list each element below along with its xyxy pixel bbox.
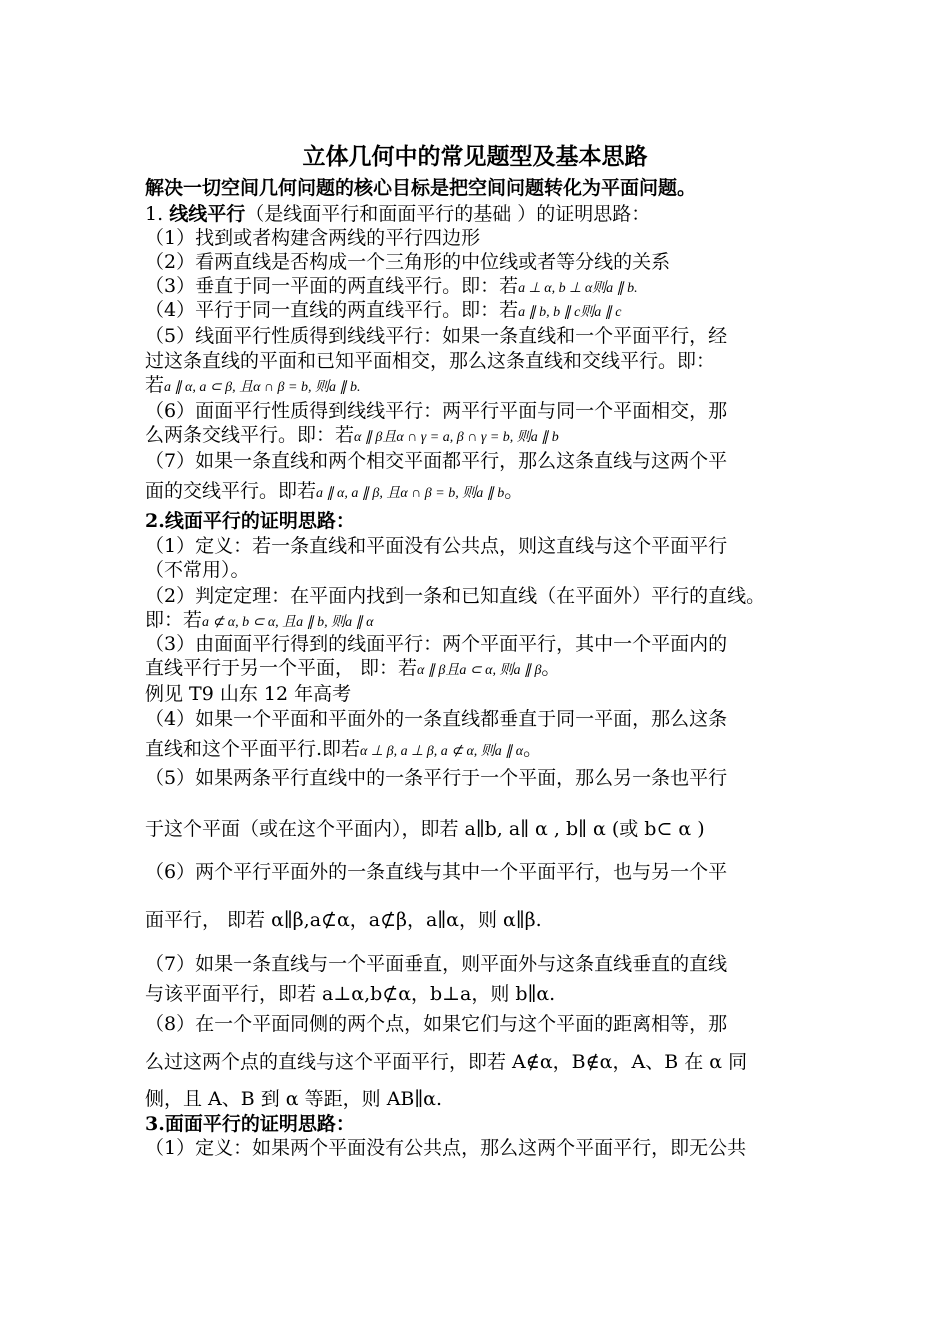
section1-note: （是线面平行和面面平行的基础 ）的证明思路： xyxy=(245,203,651,225)
s1-item1: （1）找到或者构建含两线的平行四边形 xyxy=(145,227,481,249)
page-title: 立体几何中的常见题型及基本思路 xyxy=(302,143,648,170)
s1-item7-formula: a ∥ α, a ∥ β, 且α ∩ β = b, 则a ∥ b xyxy=(316,486,505,501)
s2-item8-line2: 么过这两个点的直线与这个平面平行，即若 A∉α，B∉α，A、B 在 α 同 xyxy=(145,1051,748,1073)
s1-item7-end: 。 xyxy=(504,480,524,502)
s1-item5-line3 xyxy=(145,373,830,400)
s2-item2-line2 xyxy=(145,608,830,635)
s3-item1-line1: （1）定义：如果两个平面没有公共点，那么这两个平面平行，即无公共 xyxy=(145,1137,747,1159)
s2-item4-text: 直线和这个平面平行.即若 xyxy=(145,738,361,760)
s2-item3-end: 。 xyxy=(541,657,561,679)
s2-item4-formula: α ⊥ β, a ⊥ β, a ⊄ α, 则a ∥ α xyxy=(360,744,524,759)
s2-item1-line1: （1）定义：若一条直线和平面没有公共点，则这直线与这个平面平行 xyxy=(145,535,728,557)
s1-item6-text: 么两条交线平行。即：若 xyxy=(145,424,355,446)
s2-item8-line3: 侧，且 A、B 到 α 等距，则 AB∥α. xyxy=(145,1088,443,1110)
section2-heading: 2.线面平行的证明思路： xyxy=(145,510,355,532)
s1-item3 xyxy=(145,274,830,301)
s2-item4-line2 xyxy=(145,737,830,764)
s2-item2-formula: a ⊄ α, b ⊂ α, 且a ∥ b, 则a ∥ α xyxy=(202,615,374,630)
s2-item5-line2: 于这个平面（或在这个平面内），即若 a∥b, a∥ α , b∥ α (或 b⊂ α ) xyxy=(145,818,705,840)
s1-item5-text: 若 xyxy=(145,374,165,396)
s2-item2-text: 即：若 xyxy=(145,609,203,631)
section3-heading: 3.面面平行的证明思路： xyxy=(145,1113,355,1135)
s2-item3-text: 直线平行于另一个平面， 即：若 xyxy=(145,657,418,679)
s2-item2-line1: （2）判定定理：在平面内找到一条和已知直线（在平面外）平行的直线。 xyxy=(145,585,766,607)
s1-item6-line2 xyxy=(145,423,830,450)
s2-item1-line2: （不常用）。 xyxy=(145,559,250,581)
s2-item3-formula: α ∥ β且a ⊂ α, 则a ∥ β xyxy=(417,663,542,678)
intro-statement: 解决一切空间几何问题的核心目标是把空间问题转化为平面问题。 xyxy=(145,177,697,199)
s1-item7-line2 xyxy=(145,479,830,506)
s1-item5-line2: 过这条直线的平面和已知平面相交，那么这条直线和交线平行。即： xyxy=(145,350,716,372)
s2-item3-line1: （3）由面面平行得到的线面平行：两个平面平行，其中一个平面内的 xyxy=(145,633,728,655)
s1-item7-text: 面的交线平行。即若 xyxy=(145,480,317,502)
s1-item2: （2）看两直线是否构成一个三角形的中位线或者等分线的关系 xyxy=(145,251,671,273)
example-reference: 例见 T9 山东 12 年高考 xyxy=(145,683,352,705)
section1-heading: 线线平行 xyxy=(169,203,246,225)
section1-number: 1. xyxy=(145,203,164,225)
s2-item4-line1: （4）如果一个平面和平面外的一条直线都垂直于同一平面，那么这条 xyxy=(145,708,728,730)
s1-item4-text: （4）平行于同一直线的两直线平行。即：若 xyxy=(145,299,519,321)
section1-heading-line xyxy=(145,202,830,226)
s1-item5-formula: a ∥ α, a ⊂ β, 且α ∩ β = b, 则a ∥ b. xyxy=(164,380,361,395)
s2-item3-line2 xyxy=(145,656,830,683)
s1-item3-text: （3）垂直于同一平面的两直线平行。即：若 xyxy=(145,275,519,297)
s2-item7-line2: 与该平面平行，即若 a⊥α,b⊄α，b⊥a，则 b∥α. xyxy=(145,983,556,1005)
s1-item7-line1: （7）如果一条直线和两个相交平面都平行，那么这条直线与这两个平 xyxy=(145,450,728,472)
s1-item3-formula: a ⊥ α, b ⊥ α则a ∥ b. xyxy=(518,281,638,296)
s2-item4-end: 。 xyxy=(523,738,543,760)
s1-item4-formula: a ∥ b, b ∥ c则a ∥ c xyxy=(518,305,622,320)
s1-item5-line1: （5）线面平行性质得到线线平行：如果一条直线和一个平面平行，经 xyxy=(145,325,728,347)
s2-item5-line1: （5）如果两条平行直线中的一条平行于一个平面，那么另一条也平行 xyxy=(145,767,728,789)
s2-item6-line1: （6）两个平行平面外的一条直线与其中一个平面平行，也与另一个平 xyxy=(145,861,728,883)
s1-item6-line1: （6）面面平行性质得到线线平行：两平行平面与同一个平面相交，那 xyxy=(145,400,728,422)
s2-item6-line2: 面平行， 即若 α∥β,a⊄α，a⊄β，a∥α，则 α∥β. xyxy=(145,909,542,931)
s1-item4 xyxy=(145,298,830,325)
s2-item8-line1: （8）在一个平面同侧的两个点，如果它们与这个平面的距离相等，那 xyxy=(145,1013,728,1035)
s1-item6-formula: α ∥ β且α ∩ γ = a, β ∩ γ = b, 则a ∥ b xyxy=(354,430,559,445)
s2-item7-line1: （7）如果一条直线与一个平面垂直，则平面外与这条直线垂直的直线 xyxy=(145,953,728,975)
